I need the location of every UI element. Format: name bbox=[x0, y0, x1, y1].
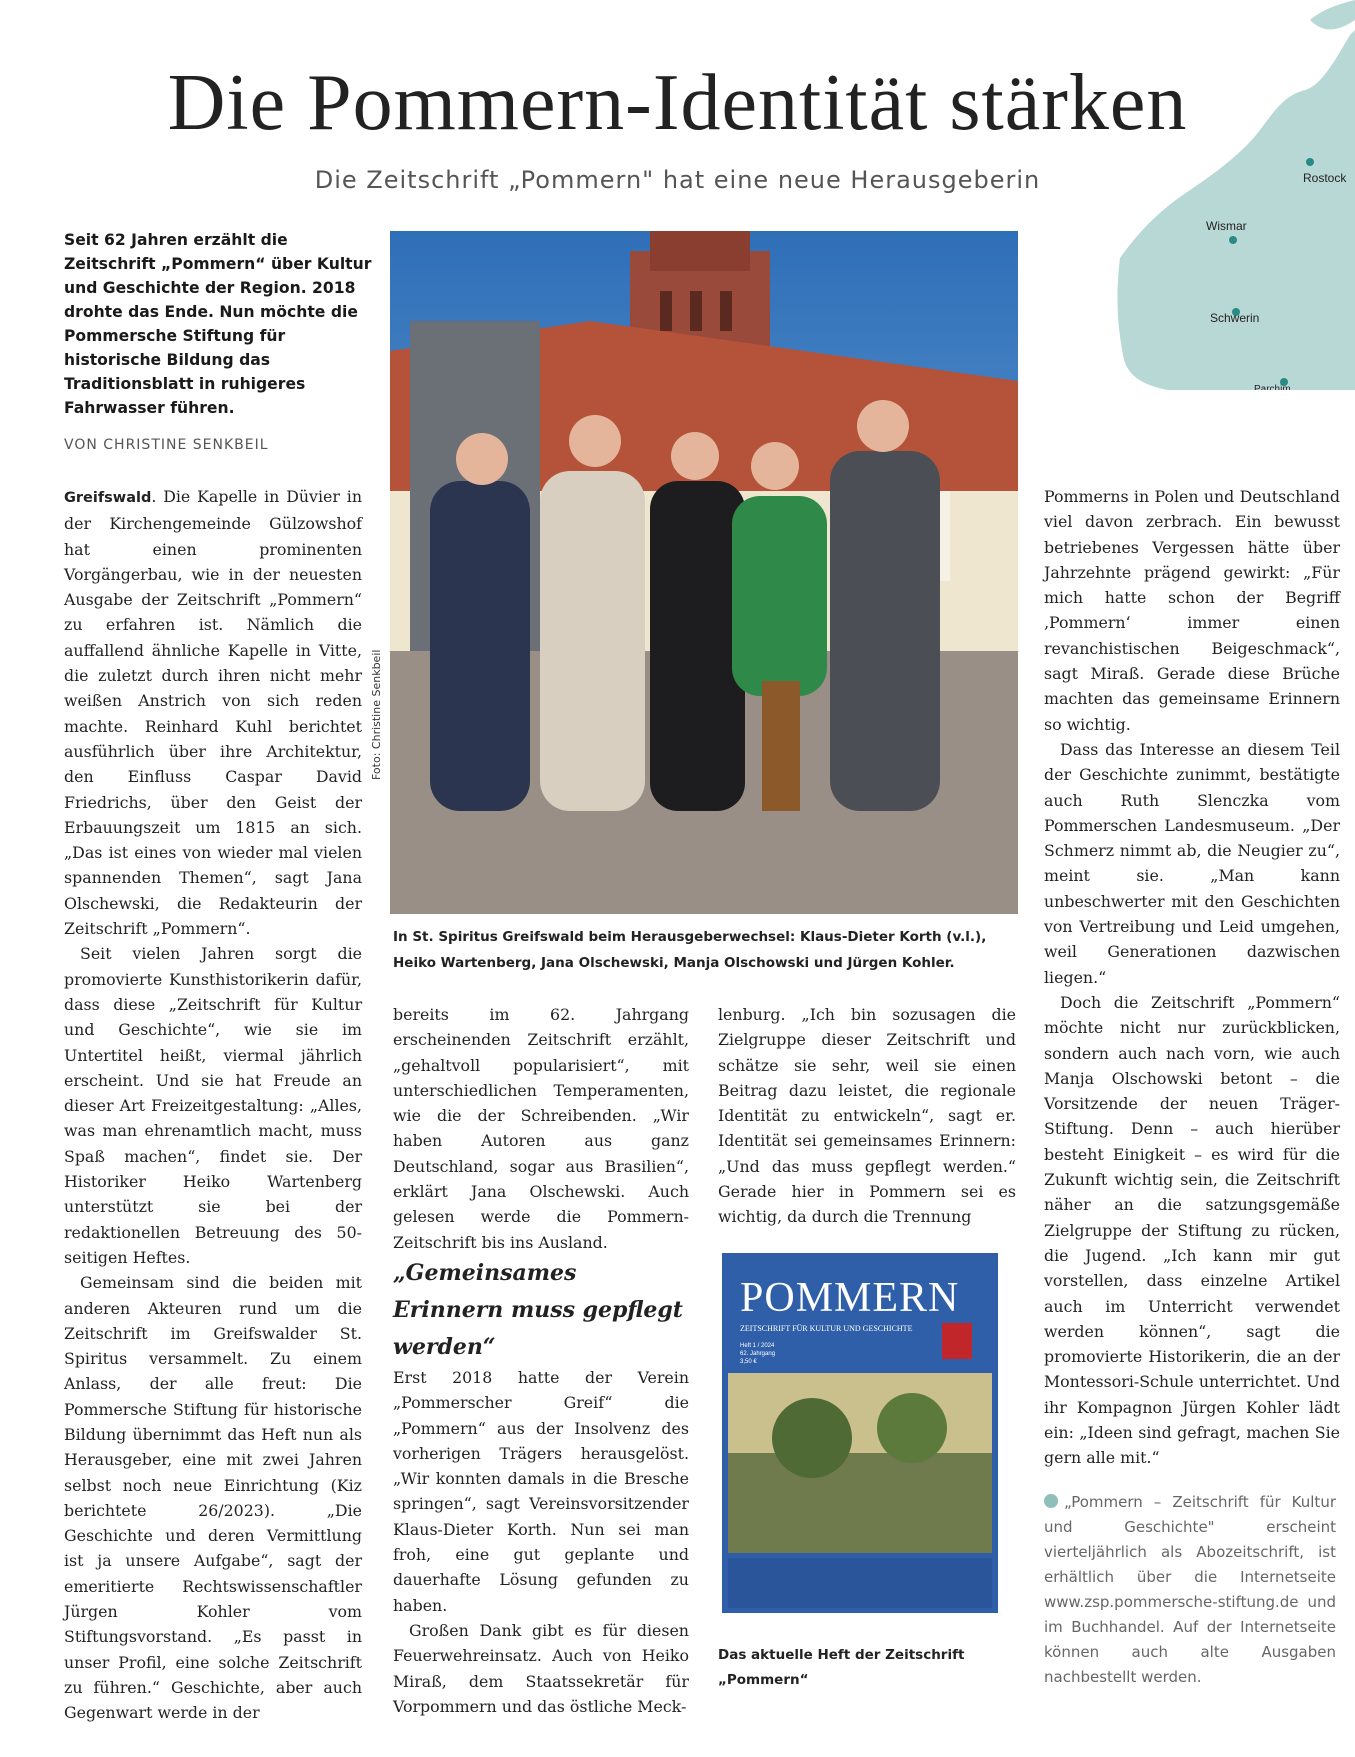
map-city-wismar: Wismar bbox=[1206, 219, 1247, 233]
paragraph: Seit vielen Jahren sorgt die promovierte Kunsthistorikerin dafür, dass diese „Zeitschrift für Kultur und Geschichte“, wie sie im Untertitel heißt, viermal jährlich erscheint. Und sie hat Freude an dieser Art Freizeitgestaltung: „Alles, was man ehrenamtlich macht, muss Spaß machen“, findet sie. Der Historiker Heiko Wartenberg unterstützt sie bei der redaktionellen Betreuung des 50-seitigen Heftes. bbox=[64, 944, 362, 1267]
map-city-schwerin: Schwerin bbox=[1210, 311, 1260, 325]
photo-credit: Foto: Christine Senkbeil bbox=[370, 649, 383, 780]
subheadline: Die Zeitschrift „Pommern" hat eine neue Herausgeberin bbox=[314, 166, 1041, 194]
paragraph: Doch die Zeitschrift „Pommern“ möchte nicht nur zurückblicken, sondern auch nach vorn, wie auch Manja Olschowski betont – die Vorsitzende der neuen Träger-Stiftung. Denn – auch hierüber besteht Einigkeit – es wird für die Zukunft wichtig sein, die Zeitschrift näher an die satzungsgemäße Zielgruppe der Stiftung zu rücken, die Jugend. „Ich kann mir gut vorstellen, dass einzelne Artikel auch im Unterricht verwendet werden können“, sagt die promovierte Historikerin, die an der Montessori-Schule unterrichtet. Und ihr Kompagnon Jürgen Kohler lädt ein: „Ideen sind gefragt, machen Sie gern alle mit.“ bbox=[1044, 992, 1340, 1468]
paragraph: Dass das Interesse an diesem Teil der Geschichte zunimmt, bestätigte auch Ruth Slenczka vom Pommerschen Landesmuseum. „Der Schmerz nimmt ab, die Neugier zu“, meint sie. „Man kann unbeschwerter mit den Geschichten von Vertreibung und Leid umgehen, weil Generationen dazwischen liegen.“ bbox=[1044, 739, 1340, 987]
cover-price: 3,50 € bbox=[740, 1359, 757, 1365]
cover-title: POMMERN bbox=[740, 1275, 960, 1321]
teaser: Seit 62 Jahren erzählt die Zeitschrift „Pommern“ über Kultur und Geschichte der Region. 2018 drohte das Ende. Nun möchte die Pommersche Stiftung für historische Bildung das Traditionsblatt in ruhigeres Fahrwasser führen. bbox=[64, 231, 372, 417]
column-4 bbox=[1044, 484, 1340, 1471]
cover-caption: Das aktuelle Heft der Zeitschrift „Pommern“ bbox=[718, 1647, 965, 1688]
column-1 bbox=[64, 484, 362, 1726]
map-city-parchim: Parchim bbox=[1254, 384, 1291, 390]
headline: Die Pommern-Identität stärken bbox=[167, 59, 1188, 147]
info-text: „Pommern – Zeitschrift für Kultur und Geschichte" erscheint vierteljährlich als Abozeitschrift, ist erhältlich über die Internetseite www.zsp.pommersche-stiftung.de und im Buchhandel. Auf der Internetseite können auch alte Ausgaben nachbestellt werden. bbox=[1044, 1493, 1336, 1686]
cover-subtitle: ZEITSCHRIFT FÜR KULTUR UND GESCHICHTE bbox=[740, 1324, 913, 1333]
dateline-city: Greifswald bbox=[64, 490, 152, 506]
column-2 bbox=[393, 1002, 689, 1255]
map-city-rostock: Rostock bbox=[1303, 171, 1347, 185]
paragraph: Greifswald. Die Kapelle in Düvier in der Kirchengemeinde Gülzowshof hat einen prominenten Vorgängerbau, wie in der neuesten Ausgabe der Zeitschrift „Pommern“ zu erfahren ist. Nämlich die auffallend ähnliche Kapelle in Vitte, die zuletzt durch ihren nicht mehr weißen Anstrich von sich reden machte. Reinhard Kuhl berichtet ausführlich über ihre Architektur, den Einfluss Caspar David Friedrichs, über den Geist der Erbauungszeit um 1815 an sich. „Das ist eines von wieder mal vielen spannenden Themen“, sagt Jana Olschewski, die Redakteurin der Zeitschrift „Pommern“. bbox=[64, 487, 362, 939]
cover-issue: Heft 1 / 2024 bbox=[740, 1343, 775, 1349]
paragraph: Erst 2018 hatte der Verein „Pommerscher Greif“ die „Pommern“ aus der Insolvenz des vorherigen Trägers herausgelöst. „Wir konnten damals in die Bresche springen“, sagt Vereinsvorsitzender Klaus-Dieter Korth. Nun sei man froh, eine gut geplante und dauerhafte Lösung gefunden zu haben. bbox=[393, 1368, 689, 1615]
paragraph: Großen Dank gibt es für diesen Feuerwehreinsatz. Auch von Heiko Miraß, dem Staatssekretär für Vorpommern und das östliche Meck- bbox=[393, 1620, 689, 1716]
photo-caption: In St. Spiritus Greifswald beim Herausgeberwechsel: Klaus-Dieter Korth (v.l.), Heiko Wartenberg, Jana Olschewski, Manja Olschowski und Jürgen Kohler. bbox=[393, 929, 987, 971]
group-photo bbox=[390, 231, 1018, 914]
bullet-icon bbox=[1044, 1494, 1058, 1508]
paragraph: lenburg. „Ich bin sozusagen die Zielgruppe dieser Zeitschrift und schätze sie sehr, weil sie einen Beitrag dazu leistet, die regionale Identität zu entwickeln“, sagt er. Identität sei gemeinsames Erinnern: „Und das muss gepflegt werden.“ Gerade hier in Pommern sei es wichtig, da durch die Trennung bbox=[718, 1005, 1016, 1227]
paragraph: Pommerns in Polen und Deutschland viel davon zerbrach. Ein bewusst betriebenes Vergessen hätte über Jahrzehnte prägend gewirkt: „Für mich hatte schon der Begriff ‚Pommern‘ immer einen revanchistischen Beigeschmack“, sagt Miraß. Gerade diese Brüche machten das gemeinsame Erinnern so wichtig. bbox=[1044, 487, 1340, 734]
paragraph: bereits im 62. Jahrgang erscheinenden Zeitschrift erzählt, „gehaltvoll popularisiert“, mit unterschiedlichen Temperamenten, wie die der Schreibenden. „Wir haben Autoren aus ganz Deutschland, sogar aus Brasilien“, erklärt Jana Olschewski. Auch gelesen werde die Pommern-Zeitschrift bis ins Ausland. bbox=[393, 1005, 689, 1252]
paragraph: Gemeinsam sind die beiden mit anderen Akteuren rund um die Zeitschrift im Greifswalder St. Spiritus versammelt. Zu einem Anlass, der alle freut: Die Pommersche Stiftung für historische Bildung übernimmt das Heft nun als Herausgeber, eine mit zwei Jahren selbst noch neue Einrichtung (Kiz berichtete 26/2023). „Die Geschichte und deren Vermittlung ist ja unsere Aufgabe“, sagt der emeritierte Rechtswissenschaftler Jürgen Kohler vom Stiftungsvorstand. „Es passt in unser Profil, eine solche Zeitschrift zu führen.“ Geschichte, aber auch Gegenwart werde in der bbox=[64, 1273, 362, 1723]
magazine-cover bbox=[722, 1253, 998, 1613]
pull-quote: „Gemeinsames Erinnern muss gepflegt werden“ bbox=[393, 1260, 683, 1360]
byline: VON CHRISTINE SENKBEIL bbox=[64, 437, 269, 453]
column-3 bbox=[718, 1002, 1016, 1230]
column-2-continued bbox=[393, 1365, 689, 1719]
info-box bbox=[1044, 1490, 1336, 1690]
cover-volume: 62. Jahrgang bbox=[740, 1351, 776, 1357]
